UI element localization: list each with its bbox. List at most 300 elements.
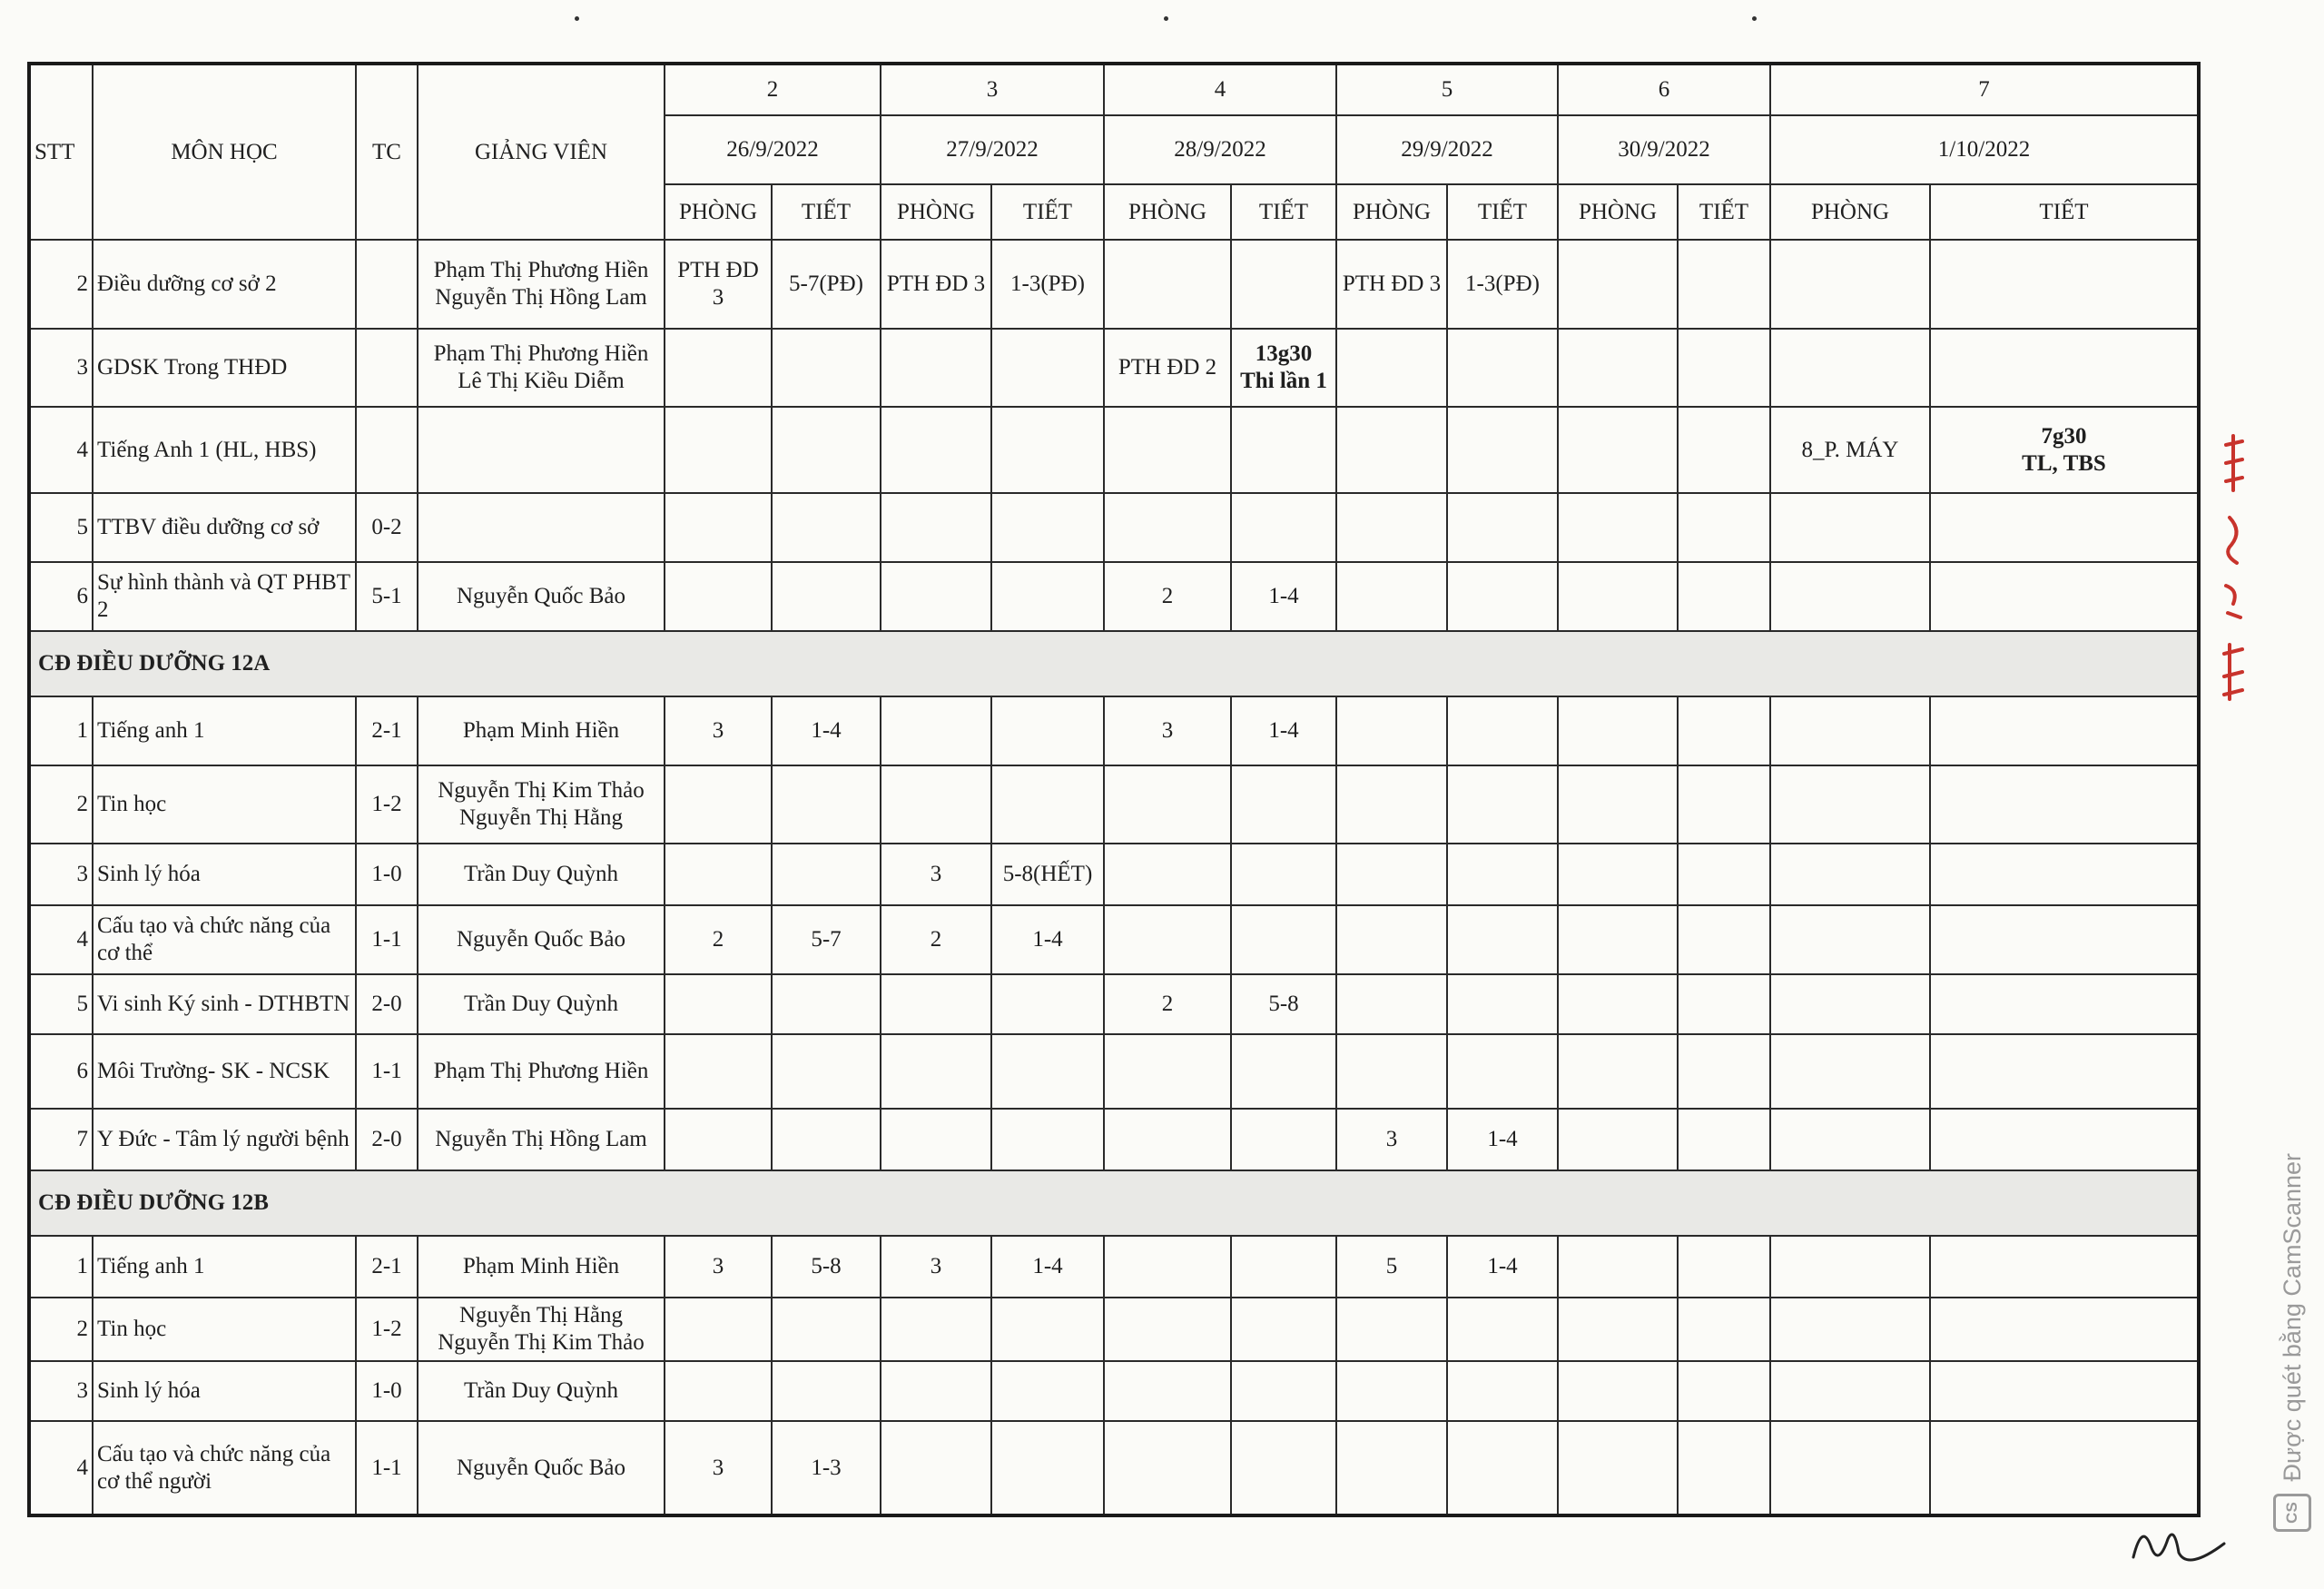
room-cell <box>1558 696 1678 765</box>
period-cell <box>1930 1361 2199 1421</box>
room-cell <box>1104 1236 1231 1298</box>
period-cell <box>991 974 1104 1034</box>
period-cell <box>1678 1109 1770 1170</box>
period-cell <box>1447 562 1558 631</box>
period-cell <box>1678 844 1770 905</box>
room-cell <box>665 765 772 844</box>
credits-value <box>356 329 418 407</box>
period-cell: 1-4 <box>991 1236 1104 1298</box>
room-cell <box>1336 329 1447 407</box>
room-cell <box>1558 493 1678 562</box>
room-cell <box>881 1421 991 1515</box>
room-cell <box>881 562 991 631</box>
period-cell: 5-7(PĐ) <box>772 240 881 329</box>
room-cell <box>665 1034 772 1109</box>
room-cell <box>881 407 991 493</box>
table-row <box>29 493 2199 562</box>
row-number: 3 <box>29 329 93 407</box>
room-cell <box>1770 1236 1930 1298</box>
camscanner-watermark <box>2270 1153 2315 1589</box>
room-cell <box>1336 1361 1447 1421</box>
table-row <box>29 765 2199 844</box>
room-cell: PTH ĐD 3 <box>881 240 991 329</box>
period-cell <box>772 562 881 631</box>
period-cell <box>991 696 1104 765</box>
credits-value: 1-0 <box>356 1361 418 1421</box>
room-cell <box>1336 407 1447 493</box>
room-cell <box>1336 696 1447 765</box>
room-cell <box>1104 905 1231 974</box>
scan-dot <box>1164 16 1168 21</box>
date-header: 27/9/2022 <box>881 115 1104 184</box>
teacher-name: Trần Duy Quỳnh <box>418 974 665 1034</box>
table-row <box>29 844 2199 905</box>
room-cell <box>1770 1109 1930 1170</box>
table-row <box>29 1109 2199 1170</box>
subject-name: Vi sinh Ký sinh - DTHBTN <box>93 974 356 1034</box>
period-cell <box>772 844 881 905</box>
teacher-name: Nguyễn Quốc Bảo <box>418 562 665 631</box>
date-header: 28/9/2022 <box>1104 115 1336 184</box>
credits-value: 1-0 <box>356 844 418 905</box>
table-row <box>29 1034 2199 1109</box>
credits-value: 5-1 <box>356 562 418 631</box>
period-cell <box>1678 240 1770 329</box>
room-cell <box>1770 974 1930 1034</box>
period-cell <box>1447 844 1558 905</box>
room-cell <box>1336 562 1447 631</box>
period-cell <box>991 407 1104 493</box>
room-cell <box>881 1034 991 1109</box>
room-cell <box>1770 1034 1930 1109</box>
room-cell: 2 <box>1104 562 1231 631</box>
period-cell: 5-8(HẾT) <box>991 844 1104 905</box>
period-cell <box>1447 1298 1558 1361</box>
room-cell <box>665 1109 772 1170</box>
room-cell <box>1336 905 1447 974</box>
teacher-name: Phạm Thị Phương Hiền Nguyễn Thị Hồng Lam <box>418 240 665 329</box>
period-cell <box>991 1361 1104 1421</box>
room-cell <box>1336 1034 1447 1109</box>
room-cell <box>1770 329 1930 407</box>
credits-value: 2-1 <box>356 1236 418 1298</box>
scan-dot <box>575 16 579 21</box>
period-cell <box>1678 1034 1770 1109</box>
room-cell <box>1558 329 1678 407</box>
table-row <box>29 1298 2199 1361</box>
table-row <box>29 240 2199 329</box>
period-cell: 13g30 Thi lần 1 <box>1231 329 1336 407</box>
period-cell: 1-3 <box>772 1421 881 1515</box>
room-cell <box>1558 562 1678 631</box>
period-cell <box>1930 1298 2199 1361</box>
period-cell <box>1930 844 2199 905</box>
period-cell <box>1678 974 1770 1034</box>
period-cell <box>772 493 881 562</box>
period-cell <box>1231 1298 1336 1361</box>
camscanner-logo-icon: CS <box>2273 1494 2311 1532</box>
row-number: 3 <box>29 1361 93 1421</box>
room-cell: 2 <box>1104 974 1231 1034</box>
day-number-header: 6 <box>1558 64 1770 115</box>
subject-name: GDSK Trong THĐD <box>93 329 356 407</box>
section-title: CĐ ĐIỀU DƯỠNG 12A <box>29 631 2199 696</box>
period-cell <box>1231 240 1336 329</box>
period-subheader: TIẾT <box>772 184 881 240</box>
room-cell <box>881 974 991 1034</box>
period-cell <box>772 1361 881 1421</box>
period-cell <box>991 1109 1104 1170</box>
period-cell <box>991 1034 1104 1109</box>
credits-value <box>356 240 418 329</box>
period-subheader: TIẾT <box>1447 184 1558 240</box>
room-subheader: PHÒNG <box>881 184 991 240</box>
room-cell <box>1336 844 1447 905</box>
teacher-name: Nguyễn Quốc Bảo <box>418 905 665 974</box>
period-subheader: TIẾT <box>1930 184 2199 240</box>
teacher-name: Phạm Thị Phương Hiền Lê Thị Kiều Diễm <box>418 329 665 407</box>
credits-value: 1-1 <box>356 1034 418 1109</box>
room-cell <box>1336 1421 1447 1515</box>
room-subheader: PHÒNG <box>1558 184 1678 240</box>
table-row <box>29 1236 2199 1298</box>
period-subheader: TIẾT <box>1231 184 1336 240</box>
subject-header: MÔN HỌC <box>93 64 356 240</box>
row-number: 1 <box>29 696 93 765</box>
subject-name: Sinh lý hóa <box>93 844 356 905</box>
period-cell <box>1678 905 1770 974</box>
day-number-header: 3 <box>881 64 1104 115</box>
date-header: 30/9/2022 <box>1558 115 1770 184</box>
period-cell: 1-3(PĐ) <box>991 240 1104 329</box>
room-cell: 3 <box>881 1236 991 1298</box>
period-cell: 5-7 <box>772 905 881 974</box>
room-cell <box>665 1298 772 1361</box>
stt-header: STT <box>29 64 93 240</box>
table-body <box>29 240 2199 1515</box>
subject-name: Tin học <box>93 1298 356 1361</box>
row-number: 6 <box>29 1034 93 1109</box>
room-cell <box>1558 1421 1678 1515</box>
period-cell <box>991 562 1104 631</box>
room-subheader: PHÒNG <box>1770 184 1930 240</box>
period-cell <box>991 329 1104 407</box>
room-cell <box>1770 562 1930 631</box>
period-cell <box>1930 329 2199 407</box>
period-cell <box>772 329 881 407</box>
room-cell <box>1558 1109 1678 1170</box>
room-cell: 3 <box>1336 1109 1447 1170</box>
period-cell: 5-8 <box>772 1236 881 1298</box>
period-cell <box>1930 905 2199 974</box>
row-number: 5 <box>29 974 93 1034</box>
room-cell <box>1336 765 1447 844</box>
period-cell <box>991 493 1104 562</box>
credits-value: 0-2 <box>356 493 418 562</box>
subject-name: Tiếng anh 1 <box>93 696 356 765</box>
signature-mark-icon <box>2124 1512 2233 1575</box>
room-cell: PTH ĐD 2 <box>1104 329 1231 407</box>
period-cell <box>1678 493 1770 562</box>
room-cell <box>1558 240 1678 329</box>
teacher-name: Trần Duy Quỳnh <box>418 1361 665 1421</box>
period-cell <box>991 1421 1104 1515</box>
teacher-name: Nguyễn Thị Kim Thảo Nguyễn Thị Hằng <box>418 765 665 844</box>
period-cell <box>1231 1109 1336 1170</box>
table-row <box>29 329 2199 407</box>
row-number: 4 <box>29 1421 93 1515</box>
room-cell <box>881 493 991 562</box>
period-cell <box>1678 329 1770 407</box>
period-cell: 1-4 <box>1447 1236 1558 1298</box>
period-cell <box>1678 562 1770 631</box>
section-row <box>29 631 2199 696</box>
period-cell: 1-4 <box>1447 1109 1558 1170</box>
period-cell <box>991 1298 1104 1361</box>
row-number: 3 <box>29 844 93 905</box>
period-cell: 5-8 <box>1231 974 1336 1034</box>
period-cell <box>1678 1236 1770 1298</box>
period-cell <box>1678 696 1770 765</box>
watermark-text: Được quét bằng CamScanner <box>2278 1153 2306 1482</box>
row-number: 7 <box>29 1109 93 1170</box>
period-cell <box>1231 905 1336 974</box>
period-subheader: TIẾT <box>1678 184 1770 240</box>
period-cell <box>1231 1361 1336 1421</box>
room-cell <box>665 1361 772 1421</box>
room-cell <box>1558 844 1678 905</box>
room-cell <box>1558 1236 1678 1298</box>
period-cell <box>772 1034 881 1109</box>
room-cell <box>1770 493 1930 562</box>
subject-name: Y Đức - Tâm lý người bệnh <box>93 1109 356 1170</box>
room-cell <box>1770 240 1930 329</box>
period-cell <box>1930 240 2199 329</box>
period-cell <box>1447 1034 1558 1109</box>
period-cell <box>772 1298 881 1361</box>
room-cell <box>1104 844 1231 905</box>
period-cell <box>1930 1421 2199 1515</box>
table-row <box>29 1361 2199 1421</box>
row-number: 4 <box>29 407 93 493</box>
row-number: 2 <box>29 1298 93 1361</box>
period-cell <box>1930 765 2199 844</box>
room-cell <box>881 765 991 844</box>
period-cell <box>1447 407 1558 493</box>
room-cell <box>1104 1421 1231 1515</box>
period-cell <box>1930 493 2199 562</box>
subject-name: Cấu tạo và chức năng của cơ thể <box>93 905 356 974</box>
table-header <box>29 64 2199 240</box>
period-cell: 1-4 <box>1231 562 1336 631</box>
credits-header: TC <box>356 64 418 240</box>
room-cell <box>1770 905 1930 974</box>
teacher-name: Phạm Minh Hiền <box>418 696 665 765</box>
teacher-name <box>418 493 665 562</box>
period-cell <box>1930 974 2199 1034</box>
period-cell <box>772 765 881 844</box>
teacher-name <box>418 407 665 493</box>
period-cell <box>1231 844 1336 905</box>
room-cell: 3 <box>665 1421 772 1515</box>
period-cell <box>1678 407 1770 493</box>
period-cell <box>991 765 1104 844</box>
credits-value: 1-2 <box>356 1298 418 1361</box>
teacher-name: Nguyễn Quốc Bảo <box>418 1421 665 1515</box>
period-subheader: TIẾT <box>991 184 1104 240</box>
subject-name: Sự hình thành và QT PHBT 2 <box>93 562 356 631</box>
period-cell <box>1678 765 1770 844</box>
row-number: 5 <box>29 493 93 562</box>
room-cell <box>1558 1298 1678 1361</box>
room-cell <box>1104 407 1231 493</box>
room-cell <box>1770 1361 1930 1421</box>
room-cell: 2 <box>881 905 991 974</box>
credits-value: 2-0 <box>356 1109 418 1170</box>
period-cell <box>1678 1298 1770 1361</box>
period-cell <box>1231 407 1336 493</box>
period-cell <box>1678 1361 1770 1421</box>
credits-value: 2-0 <box>356 974 418 1034</box>
room-cell: 3 <box>1104 696 1231 765</box>
period-cell <box>1930 1109 2199 1170</box>
schedule-sheet <box>27 62 2197 1517</box>
room-cell <box>1770 844 1930 905</box>
section-title: CĐ ĐIỀU DƯỠNG 12B <box>29 1170 2199 1236</box>
period-cell: 1-4 <box>991 905 1104 974</box>
room-cell <box>1770 765 1930 844</box>
room-cell <box>1104 240 1231 329</box>
subject-name: Điều dưỡng cơ sở 2 <box>93 240 356 329</box>
teacher-header: GIẢNG VIÊN <box>418 64 665 240</box>
table-row <box>29 407 2199 493</box>
credits-value: 2-1 <box>356 696 418 765</box>
room-cell <box>881 1361 991 1421</box>
period-cell <box>1447 1421 1558 1515</box>
teacher-name: Nguyễn Thị Hằng Nguyễn Thị Kim Thảo <box>418 1298 665 1361</box>
table-row <box>29 562 2199 631</box>
period-cell <box>1447 974 1558 1034</box>
room-cell <box>881 696 991 765</box>
day-number-header: 5 <box>1336 64 1558 115</box>
credits-value: 1-1 <box>356 905 418 974</box>
subject-name: Tiếng anh 1 <box>93 1236 356 1298</box>
day-number-header: 2 <box>665 64 881 115</box>
period-cell: 7g30 TL, TBS <box>1930 407 2199 493</box>
room-cell <box>1770 696 1930 765</box>
teacher-name: Phạm Minh Hiền <box>418 1236 665 1298</box>
period-cell <box>1231 1034 1336 1109</box>
room-cell: 3 <box>665 1236 772 1298</box>
room-cell <box>1558 1034 1678 1109</box>
period-cell <box>1447 905 1558 974</box>
period-cell <box>772 407 881 493</box>
row-number: 2 <box>29 765 93 844</box>
schedule-table <box>27 62 2201 1517</box>
subject-name: Cấu tạo và chức năng của cơ thể người <box>93 1421 356 1515</box>
period-cell <box>1930 1236 2199 1298</box>
table-row <box>29 905 2199 974</box>
subject-name: Tiếng Anh 1 (HL, HBS) <box>93 407 356 493</box>
room-cell <box>1104 1361 1231 1421</box>
room-cell <box>1336 1298 1447 1361</box>
room-cell <box>665 407 772 493</box>
period-cell: 1-4 <box>1231 696 1336 765</box>
period-cell <box>1678 1421 1770 1515</box>
section-row <box>29 1170 2199 1236</box>
row-number: 4 <box>29 905 93 974</box>
date-header: 29/9/2022 <box>1336 115 1558 184</box>
period-cell <box>1447 1361 1558 1421</box>
credits-value: 1-1 <box>356 1421 418 1515</box>
table-row <box>29 1421 2199 1515</box>
subject-name: Tin học <box>93 765 356 844</box>
table-row <box>29 974 2199 1034</box>
date-header: 26/9/2022 <box>665 115 881 184</box>
subject-name: Môi Trường- SK - NCSK <box>93 1034 356 1109</box>
room-cell <box>1336 493 1447 562</box>
room-cell <box>1558 1361 1678 1421</box>
row-number: 6 <box>29 562 93 631</box>
room-cell <box>665 329 772 407</box>
room-cell: 3 <box>881 844 991 905</box>
day-number-header: 4 <box>1104 64 1336 115</box>
room-cell: PTH ĐD 3 <box>1336 240 1447 329</box>
period-cell <box>772 974 881 1034</box>
room-cell <box>665 974 772 1034</box>
period-cell <box>1231 493 1336 562</box>
room-cell <box>1558 905 1678 974</box>
room-cell <box>1558 407 1678 493</box>
red-stamp-marks-icon <box>2206 427 2260 717</box>
room-subheader: PHÒNG <box>1336 184 1447 240</box>
teacher-name: Nguyễn Thị Hồng Lam <box>418 1109 665 1170</box>
room-cell <box>1104 1034 1231 1109</box>
room-cell <box>1104 1109 1231 1170</box>
period-cell <box>1231 765 1336 844</box>
period-cell <box>1447 493 1558 562</box>
room-cell <box>665 844 772 905</box>
room-cell <box>1558 765 1678 844</box>
teacher-name: Trần Duy Quỳnh <box>418 844 665 905</box>
subject-name: Sinh lý hóa <box>93 1361 356 1421</box>
table-row <box>29 696 2199 765</box>
room-cell <box>881 329 991 407</box>
period-cell <box>1447 329 1558 407</box>
teacher-name: Phạm Thị Phương Hiền <box>418 1034 665 1109</box>
period-cell: 1-3(PĐ) <box>1447 240 1558 329</box>
period-cell <box>1231 1421 1336 1515</box>
period-cell <box>1930 1034 2199 1109</box>
period-cell <box>1930 562 2199 631</box>
room-cell <box>665 562 772 631</box>
period-cell <box>772 1109 881 1170</box>
room-subheader: PHÒNG <box>665 184 772 240</box>
room-cell <box>881 1298 991 1361</box>
room-cell: 3 <box>665 696 772 765</box>
room-cell <box>1104 765 1231 844</box>
period-cell <box>1447 765 1558 844</box>
period-cell <box>1231 1236 1336 1298</box>
room-cell <box>1104 493 1231 562</box>
room-cell: 5 <box>1336 1236 1447 1298</box>
room-cell: 8_P. MÁY <box>1770 407 1930 493</box>
period-cell: 1-4 <box>772 696 881 765</box>
subject-name: TTBV điều dưỡng cơ sở <box>93 493 356 562</box>
room-cell <box>881 1109 991 1170</box>
row-number: 2 <box>29 240 93 329</box>
credits-value <box>356 407 418 493</box>
